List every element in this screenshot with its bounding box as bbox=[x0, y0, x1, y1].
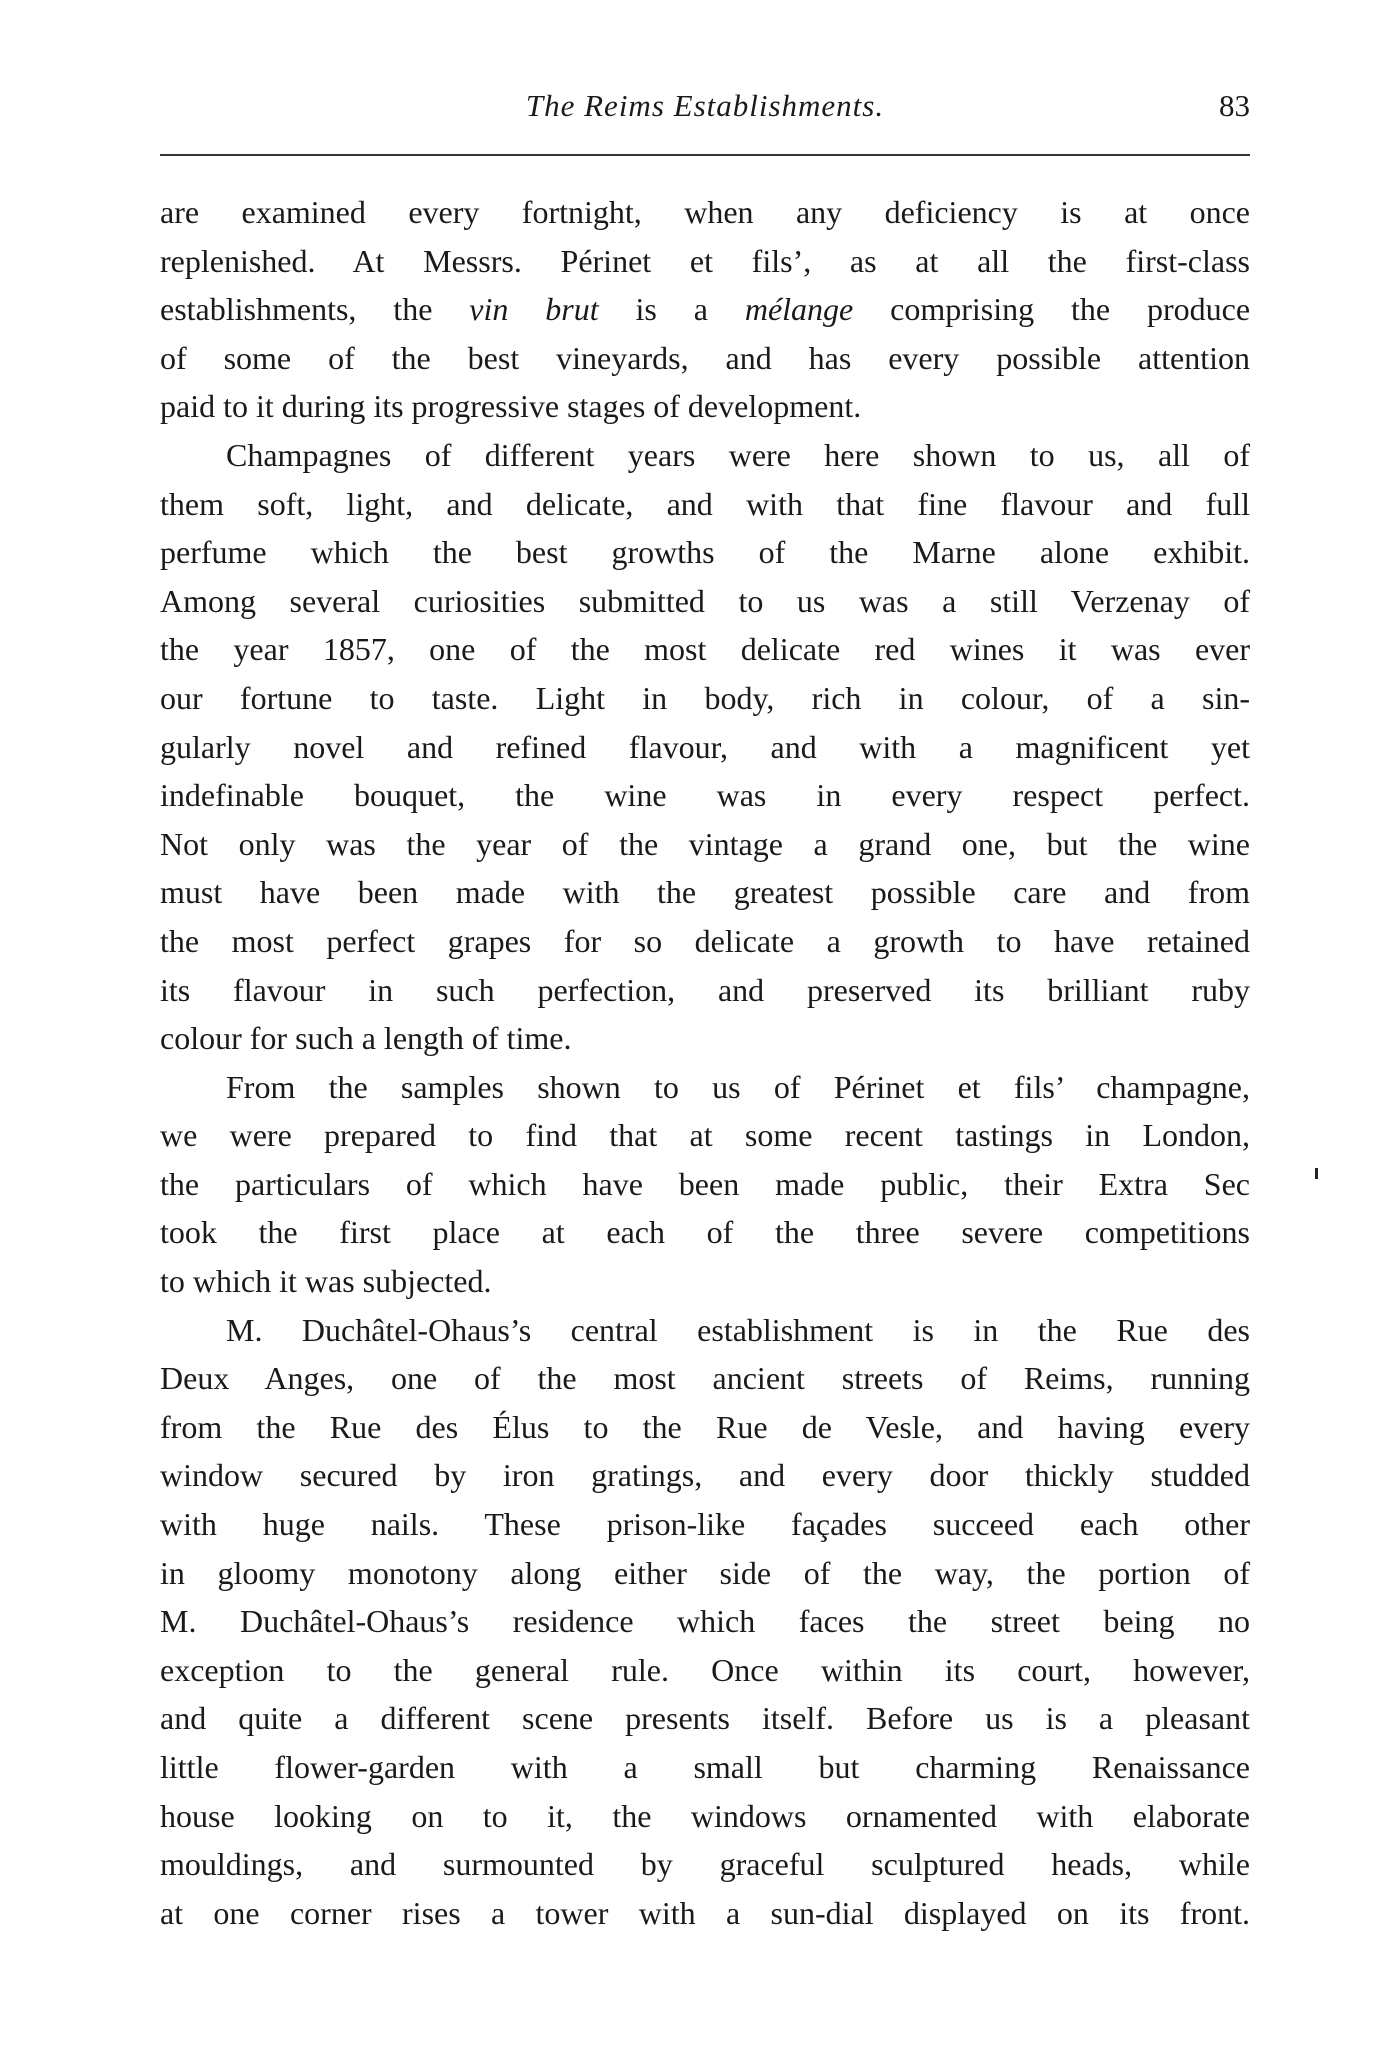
text-line: and quite a different scene presents itself. Before us is a pleasant bbox=[160, 1700, 1250, 1737]
text-line: From the samples shown to us of Périnet et fils’ champagne, bbox=[226, 1068, 1250, 1105]
text-line: Not only was the year of the vintage a grand one, but the wine bbox=[160, 825, 1250, 862]
text-line: perfume which the best growths of the Marne alone exhibit. bbox=[160, 534, 1250, 571]
text-line: gularly novel and refined flavour, and with a magnificent yet bbox=[160, 728, 1250, 765]
text-line: them soft, light, and delicate, and with that fine flavour and full bbox=[160, 485, 1250, 522]
text-line: window secured by iron gratings, and every door thickly studded bbox=[160, 1457, 1250, 1494]
text-line: little flower-garden with a small but charming Renaissance bbox=[160, 1749, 1250, 1785]
running-title: The Reims Establishments. bbox=[525, 88, 885, 123]
margin-mark bbox=[1315, 1168, 1318, 1179]
text-line: establishments, the vin brut is a mélange comprising the produce bbox=[160, 291, 1251, 328]
text-line: the most perfect grapes for so delicate a growth to have retained bbox=[160, 922, 1250, 959]
text-line: M. Duchâtel-Ohaus’s residence which faces the street being no bbox=[160, 1603, 1250, 1640]
text-line: of some of the best vineyards, and has every possible attention bbox=[160, 339, 1250, 376]
page-number: 83 bbox=[1219, 88, 1250, 123]
text-line: at one corner rises a tower with a sun-dial displayed on its front. bbox=[160, 1894, 1250, 1931]
text-line: from the Rue des Élus to the Rue de Vesle, and having every bbox=[160, 1408, 1250, 1445]
text-line: to which it was subjected. bbox=[160, 1263, 492, 1300]
text-line: exception to the general rule. Once within its court, however, bbox=[160, 1651, 1250, 1688]
text-line: we were prepared to find that at some recent tastings in London, bbox=[160, 1117, 1250, 1154]
text-line: replenished. At Messrs. Périnet et fils’, as at all the first-class bbox=[160, 242, 1250, 279]
text-line: the year 1857, one of the most delicate red wines it was ever bbox=[160, 631, 1250, 668]
text-line: colour for such a length of time. bbox=[160, 1020, 572, 1057]
text-line: its flavour in such perfection, and preserved its brilliant ruby bbox=[160, 971, 1250, 1008]
text-line: our fortune to taste. Light in body, rich in colour, of a sin- bbox=[160, 679, 1250, 716]
text-line: with huge nails. These prison-like façades succeed each other bbox=[160, 1506, 1250, 1543]
text-line: the particulars of which have been made public, their Extra Sec bbox=[160, 1165, 1250, 1202]
text-line: must have been made with the greatest possible care and from bbox=[160, 874, 1250, 911]
text-line: Champagnes of different years were here shown to us, all of bbox=[226, 436, 1250, 473]
text-line: M. Duchâtel-Ohaus’s central establishment is in the Rue des bbox=[226, 1311, 1250, 1348]
text-line: mouldings, and surmounted by graceful sculptured heads, while bbox=[160, 1846, 1250, 1883]
text-line: Among several curiosities submitted to us was a still Verzenay of bbox=[160, 582, 1250, 619]
text-line: indefinable bouquet, the wine was in every respect perfect. bbox=[160, 777, 1250, 814]
text-line: house looking on to it, the windows ornamented with elaborate bbox=[160, 1797, 1250, 1834]
running-head bbox=[160, 88, 1250, 132]
text-line: took the first place at each of the three severe competitions bbox=[160, 1214, 1250, 1251]
header-rule bbox=[160, 154, 1250, 156]
text-line: paid to it during its progressive stages of development. bbox=[160, 388, 862, 425]
text-line: Deux Anges, one of the most ancient streets of Reims, running bbox=[160, 1360, 1250, 1397]
body-text bbox=[160, 188, 1250, 1937]
text-line: in gloomy monotony along either side of the way, the portion of bbox=[160, 1554, 1250, 1591]
text-line: are examined every fortnight, when any deficiency is at once bbox=[160, 194, 1250, 230]
